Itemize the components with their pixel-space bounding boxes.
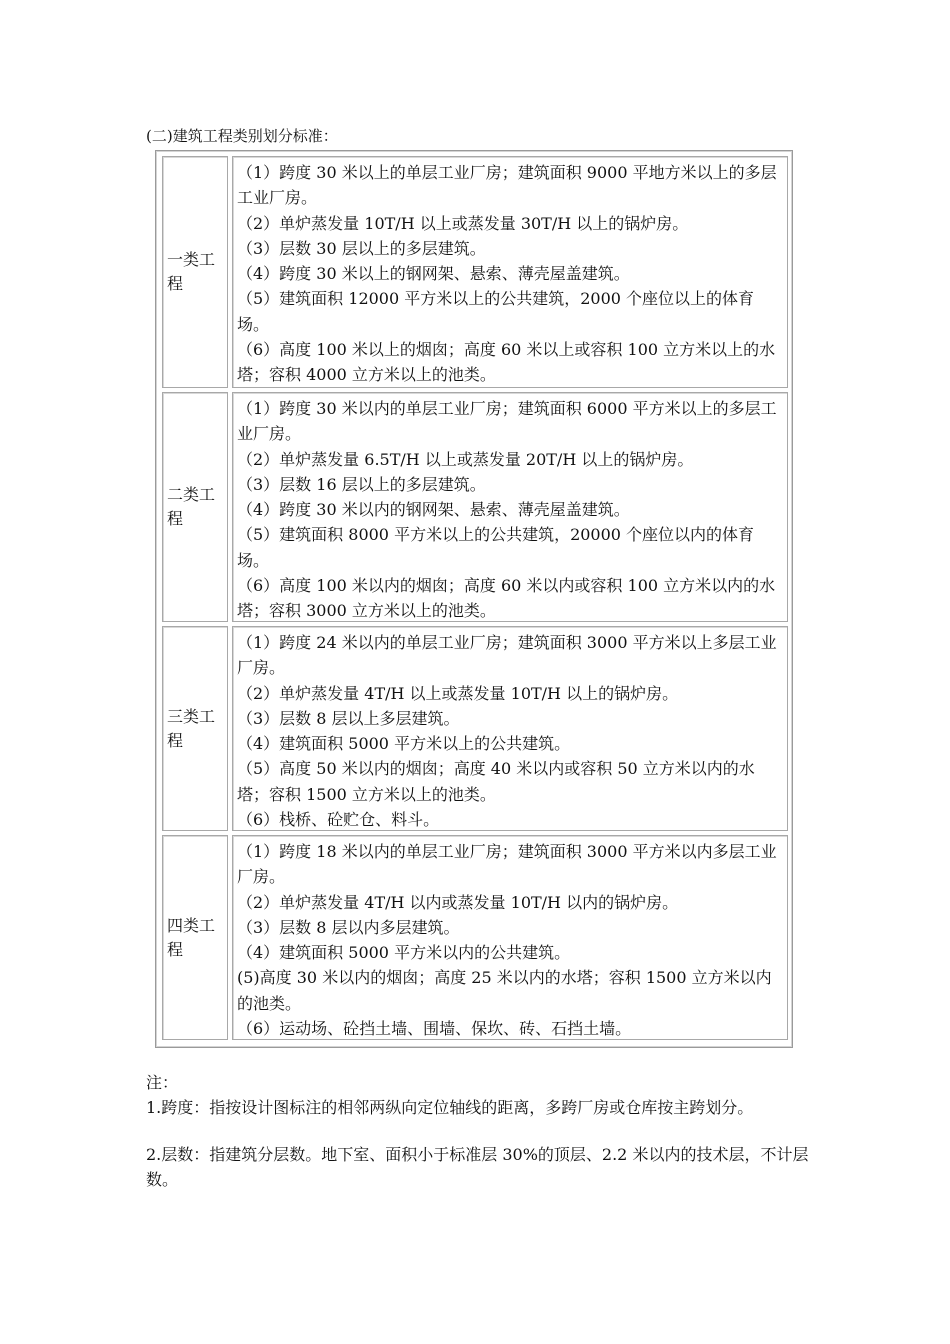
category-table: [155, 150, 793, 1048]
criteria-item: （6）栈桥、砼贮仓、料斗。: [237, 810, 440, 830]
criteria-item: （2）单炉蒸发量 10T/H 以上或蒸发量 30T/H 以上的锅炉房。: [237, 213, 689, 233]
criteria-cell: [232, 835, 788, 1040]
criteria-item: （1）跨度 30 米以上的单层工业厂房；建筑面积 9000 平地方米以上的多层工业厂房。: [237, 163, 777, 208]
criteria-item: （4）建筑面积 5000 平方米以上的公共建筑。: [237, 734, 571, 754]
criteria-item: （2）单炉蒸发量 4T/H 以上或蒸发量 10T/H 以上的锅炉房。: [237, 683, 679, 703]
criteria-cell: [232, 626, 788, 831]
category-cell: [162, 626, 228, 831]
notes-title: 注：: [146, 1073, 179, 1092]
criteria-item: （3）层数 16 层以上的多层建筑。: [237, 474, 486, 494]
category-cell: [162, 835, 228, 1040]
criteria-item: （5）建筑面积 8000 平方米以上的公共建筑，20000 个座位以内的体育场。: [237, 525, 755, 570]
criteria-item: (5)高度 30 米以内的烟囱；高度 25 米以内的水塔；容积 1500 立方米以内的池类。: [237, 968, 772, 1013]
criteria-item: （6）高度 100 米以内的烟囱；高度 60 米以内或容积 100 立方米以内的水塔；容积 3000 立方米以上的池类。: [237, 576, 776, 621]
criteria-item: （4）跨度 30 米以内的钢网架、悬索、薄壳屋盖建筑。: [237, 500, 630, 520]
criteria-item: （6）高度 100 米以上的烟囱；高度 60 米以上或容积 100 立方米以上的水塔；容积 4000 立方米以上的池类。: [237, 340, 776, 385]
criteria-item: （5）高度 50 米以内的烟囱；高度 40 米以内或容积 50 立方米以内的水塔；容积 1500 立方米以上的池类。: [237, 759, 755, 804]
criteria-cell: [232, 392, 788, 622]
criteria-item: （2）单炉蒸发量 6.5T/H 以上或蒸发量 20T/H 以上的锅炉房。: [237, 449, 694, 469]
criteria-item: （4）跨度 30 米以上的钢网架、悬索、薄壳屋盖建筑。: [237, 264, 630, 284]
category-name: 三类工程: [167, 706, 216, 750]
table-row-class-2: [162, 392, 788, 622]
category-cell: [162, 392, 228, 622]
section-heading: (二)建筑工程类别划分标准：: [146, 127, 338, 145]
criteria-item: （3）层数 30 层以上的多层建筑。: [237, 238, 486, 258]
notes-section: [146, 1070, 818, 1192]
criteria-item: （1）跨度 18 米以内的单层工业厂房；建筑面积 3000 平方米以内多层工业厂房。: [237, 842, 777, 887]
note-item: 1.跨度：指按设计图标注的相邻两纵向定位轴线的距离，多跨厂房或仓库按主跨划分。: [146, 1098, 754, 1117]
criteria-item: （6）运动场、砼挡土墙、围墙、保坎、砖、石挡土墙。: [237, 1019, 632, 1039]
category-name: 二类工程: [167, 485, 216, 528]
criteria-item: （1）跨度 24 米以内的单层工业厂房；建筑面积 3000 平方米以上多层工业厂房。: [237, 633, 777, 678]
category-cell: [162, 156, 228, 388]
table-row-class-4: [162, 835, 788, 1040]
criteria-item: （3）层数 8 层以上多层建筑。: [237, 708, 460, 728]
note-item: 2.层数：指建筑分层数。地下室、面积小于标准层 30%的顶层、2.2 米以内的技术层，不计层数。: [146, 1145, 809, 1189]
criteria-item: （1）跨度 30 米以内的单层工业厂房；建筑面积 6000 平方米以上的多层工业厂房。: [237, 399, 777, 444]
criteria-item: （4）建筑面积 5000 平方米以内的公共建筑。: [237, 943, 571, 963]
criteria-item: （3）层数 8 层以内多层建筑。: [237, 917, 460, 937]
category-name: 一类工程: [167, 250, 216, 293]
category-name: 四类工程: [167, 915, 216, 959]
criteria-cell: [232, 156, 788, 388]
table-row-class-3: [162, 626, 788, 831]
criteria-item: （5）建筑面积 12000 平方米以上的公共建筑，2000 个座位以上的体育场。: [237, 289, 755, 334]
table-row-class-1: [162, 156, 788, 388]
criteria-item: （2）单炉蒸发量 4T/H 以内或蒸发量 10T/H 以内的锅炉房。: [237, 892, 679, 912]
note-spacer: [146, 1120, 818, 1142]
